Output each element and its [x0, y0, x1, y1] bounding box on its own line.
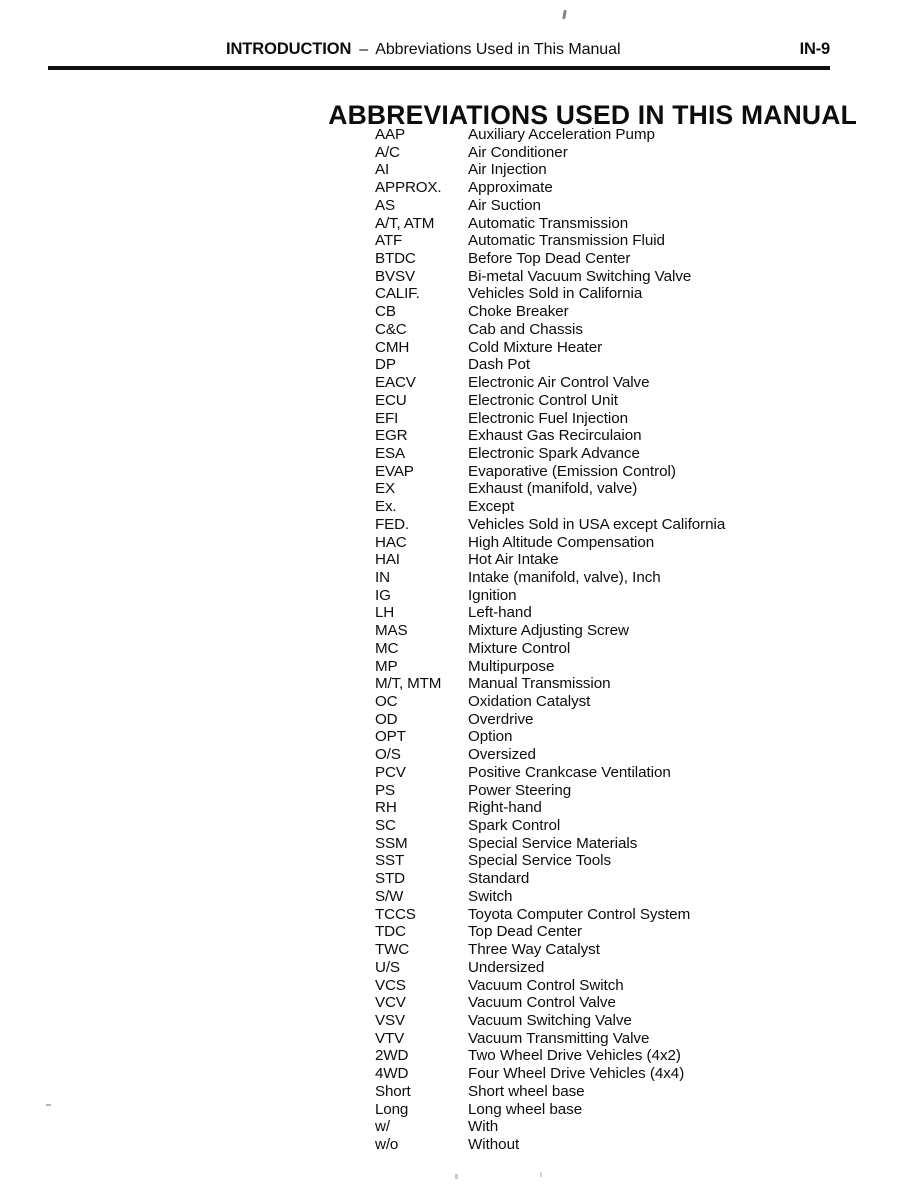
abbreviation-definition: Vehicles Sold in USA except California	[468, 515, 726, 533]
abbreviation-row	[375, 534, 875, 552]
abbreviation-term: AS	[375, 196, 395, 214]
abbreviation-definition: Standard	[468, 870, 530, 888]
abbreviation-definition: Exhaust Gas Recirculaion	[468, 427, 642, 445]
abbreviation-term: Long	[375, 1100, 409, 1118]
abbreviation-row	[375, 410, 875, 428]
abbreviation-term: TWC	[375, 941, 410, 959]
abbreviation-row	[375, 746, 875, 764]
abbreviation-row	[375, 1118, 875, 1136]
abbreviation-row	[375, 1012, 875, 1030]
abbreviation-term: APPROX.	[375, 179, 442, 197]
abbreviation-term: C&C	[375, 320, 407, 338]
abbreviation-term: BTDC	[375, 250, 416, 268]
abbreviation-row	[375, 480, 875, 498]
abbreviation-row	[375, 215, 875, 233]
abbreviation-row	[375, 498, 875, 516]
page-number: IN-9	[799, 40, 830, 58]
abbreviation-definition: With	[468, 1118, 499, 1136]
abbreviation-definition: Switch	[468, 887, 513, 905]
abbreviation-row	[375, 427, 875, 445]
header-separator: –	[359, 41, 369, 58]
abbreviation-term: AAP	[375, 126, 405, 143]
abbreviation-row	[375, 463, 875, 481]
abbreviation-term: EVAP	[375, 462, 414, 480]
abbreviation-row	[375, 959, 875, 977]
abbreviation-definition: Manual Transmission	[468, 675, 611, 693]
abbreviation-row	[375, 675, 875, 693]
abbreviation-definition: Cab and Chassis	[468, 320, 583, 338]
abbreviation-term: MAS	[375, 622, 408, 640]
abbreviation-definition: Bi-metal Vacuum Switching Valve	[468, 267, 692, 285]
abbreviation-row	[375, 392, 875, 410]
abbreviation-definition: Left-hand	[468, 604, 532, 622]
abbreviation-definition: Evaporative (Emission Control)	[468, 462, 676, 480]
abbreviation-row	[375, 268, 875, 286]
abbreviation-definition: Four Wheel Drive Vehicles (4x4)	[468, 1065, 685, 1083]
scan-artifact-speck	[540, 1172, 542, 1177]
abbreviation-row	[375, 604, 875, 622]
abbreviation-term: O/S	[375, 746, 401, 764]
abbreviation-definition: Automatic Transmission Fluid	[468, 232, 665, 250]
abbreviation-term: SSM	[375, 834, 408, 852]
abbreviation-definition: Top Dead Center	[468, 923, 583, 941]
abbreviation-row	[375, 161, 875, 179]
abbreviation-term: VCV	[375, 994, 406, 1012]
abbreviation-term: U/S	[375, 958, 400, 976]
scan-artifact-speck	[455, 1174, 458, 1179]
abbreviation-row	[375, 977, 875, 995]
abbreviation-term: VCS	[375, 976, 406, 994]
abbreviation-definition: Vehicles Sold in California	[468, 285, 643, 303]
abbreviation-term: RH	[375, 799, 397, 817]
abbreviation-term: OD	[375, 710, 398, 728]
abbreviation-term: S/W	[375, 887, 404, 905]
abbreviation-term: w/	[375, 1118, 390, 1136]
abbreviation-definition: Exhaust (manifold, valve)	[468, 480, 638, 498]
abbreviation-definition: Vacuum Switching Valve	[468, 1011, 632, 1029]
abbreviation-definition: Right-hand	[468, 799, 542, 817]
abbreviation-row	[375, 321, 875, 339]
abbreviation-definition: Air Suction	[468, 196, 541, 214]
abbreviation-term: OC	[375, 693, 398, 710]
abbreviation-term: IG	[375, 586, 391, 604]
abbreviation-row	[375, 569, 875, 587]
abbreviation-row	[375, 144, 875, 162]
abbreviation-definition: Electronic Air Control Valve	[468, 374, 650, 392]
abbreviation-definition: Two Wheel Drive Vehicles (4x2)	[468, 1047, 681, 1065]
abbreviation-definition: Multipurpose	[468, 657, 555, 675]
abbreviation-row	[375, 126, 875, 144]
abbreviation-term: TCCS	[375, 905, 416, 923]
abbreviation-row	[375, 888, 875, 906]
abbreviation-definition: Except	[468, 498, 515, 516]
abbreviation-definition: Toyota Computer Control System	[468, 905, 691, 923]
abbreviation-row	[375, 1065, 875, 1083]
abbreviation-row	[375, 764, 875, 782]
abbreviation-row	[375, 1083, 875, 1101]
header-section-name: INTRODUCTION	[226, 40, 352, 58]
abbreviation-term: Short	[375, 1082, 411, 1100]
abbreviation-term: ATF	[375, 232, 403, 250]
abbreviation-term: EFI	[375, 409, 399, 427]
abbreviation-row	[375, 640, 875, 658]
abbreviation-definition: Intake (manifold, valve), Inch	[468, 568, 661, 586]
header-rule	[48, 66, 830, 70]
abbreviation-term: PCV	[375, 763, 406, 781]
abbreviation-row	[375, 852, 875, 870]
abbreviation-term: M/T, MTM	[375, 675, 442, 693]
abbreviation-row	[375, 232, 875, 250]
abbreviation-definition: Before Top Dead Center	[468, 250, 631, 268]
abbreviation-definition: Spark Control	[468, 817, 561, 835]
abbreviation-row	[375, 799, 875, 817]
abbreviation-definition: Automatic Transmission	[468, 214, 629, 232]
abbreviation-definition: Vacuum Control Valve	[468, 994, 616, 1012]
abbreviation-row	[375, 1101, 875, 1119]
abbreviation-row	[375, 711, 875, 729]
abbreviation-row	[375, 835, 875, 853]
abbreviation-definition: Option	[468, 728, 513, 746]
abbreviation-row	[375, 197, 875, 215]
abbreviation-definition: Mixture Control	[468, 639, 571, 657]
abbreviation-row	[375, 179, 875, 197]
abbreviation-definition: Auxiliary Acceleration Pump	[468, 126, 655, 143]
abbreviation-definition: Positive Crankcase Ventilation	[468, 763, 671, 781]
abbreviation-definition: Dash Pot	[468, 356, 531, 374]
abbreviation-row	[375, 1030, 875, 1048]
abbreviation-term: MP	[375, 657, 398, 675]
abbreviation-row	[375, 870, 875, 888]
abbreviation-definition: Hot Air Intake	[468, 551, 559, 569]
running-header	[48, 40, 830, 62]
abbreviation-definition: Cold Mixture Heater	[468, 338, 603, 356]
abbreviation-row	[375, 250, 875, 268]
abbreviation-definition: Choke Breaker	[468, 303, 569, 321]
abbreviation-row	[375, 356, 875, 374]
abbreviation-row	[375, 1136, 875, 1154]
abbreviation-term: VSV	[375, 1011, 405, 1029]
abbreviation-term: w/o	[375, 1135, 399, 1153]
abbreviation-row	[375, 303, 875, 321]
abbreviation-row	[375, 693, 875, 711]
abbreviation-row	[375, 587, 875, 605]
abbreviation-term: ESA	[375, 444, 405, 462]
abbreviation-row	[375, 658, 875, 676]
abbreviation-term: CB	[375, 303, 396, 321]
abbreviation-term: A/C	[375, 143, 400, 161]
abbreviation-term: SST	[375, 852, 405, 870]
abbreviation-definition: Special Service Materials	[468, 834, 638, 852]
abbreviation-term: BVSV	[375, 267, 415, 285]
abbreviation-definition: Undersized	[468, 958, 545, 976]
abbreviation-definition: Electronic Fuel Injection	[468, 409, 628, 427]
abbreviation-row	[375, 994, 875, 1012]
abbreviation-definition: Oxidation Catalyst	[468, 693, 591, 710]
abbreviation-term: DP	[375, 356, 396, 374]
abbreviation-term: 4WD	[375, 1065, 409, 1083]
abbreviation-definition: Air Injection	[468, 161, 547, 179]
abbreviation-row	[375, 445, 875, 463]
abbreviation-term: AI	[375, 161, 390, 179]
abbreviation-term: EGR	[375, 427, 408, 445]
page-title: ABBREVIATIONS USED IN THIS MANUAL	[328, 99, 857, 130]
abbreviation-row	[375, 923, 875, 941]
abbreviation-definition: Electronic Control Unit	[468, 391, 618, 409]
abbreviation-row	[375, 1047, 875, 1065]
abbreviation-definition: Electronic Spark Advance	[468, 444, 640, 462]
abbreviation-term: SC	[375, 817, 396, 835]
abbreviation-term: 2WD	[375, 1047, 409, 1065]
abbreviation-row	[375, 516, 875, 534]
abbreviation-row	[375, 728, 875, 746]
abbreviation-term: IN	[375, 568, 390, 586]
abbreviation-definition: Oversized	[468, 746, 536, 764]
abbreviation-term: TDC	[375, 923, 406, 941]
abbreviation-term: HAC	[375, 533, 407, 551]
scan-artifact-speck	[562, 10, 567, 19]
running-header-left	[226, 40, 621, 59]
abbreviations-list	[375, 126, 875, 1154]
abbreviation-row	[375, 622, 875, 640]
abbreviation-definition: Overdrive	[468, 710, 534, 728]
abbreviation-definition: Three Way Catalyst	[468, 941, 600, 959]
abbreviation-row	[375, 551, 875, 569]
abbreviation-definition: Power Steering	[468, 781, 572, 799]
abbreviation-definition: Special Service Tools	[468, 852, 612, 870]
abbreviation-row	[375, 941, 875, 959]
abbreviation-definition: Vacuum Control Switch	[468, 976, 624, 994]
abbreviation-term: STD	[375, 870, 405, 888]
abbreviation-term: LH	[375, 604, 395, 622]
abbreviation-term: CALIF.	[375, 285, 420, 303]
abbreviation-definition: Short wheel base	[468, 1082, 585, 1100]
abbreviation-definition: Long wheel base	[468, 1100, 583, 1118]
abbreviation-row	[375, 906, 875, 924]
abbreviation-term: FED.	[375, 515, 409, 533]
abbreviation-definition: High Altitude Compensation	[468, 533, 655, 551]
abbreviation-term: HAI	[375, 551, 400, 569]
abbreviation-row	[375, 782, 875, 800]
abbreviation-definition: Without	[468, 1135, 520, 1153]
scan-artifact-speck	[46, 1104, 51, 1106]
abbreviation-term: EACV	[375, 374, 416, 392]
abbreviation-definition: Vacuum Transmitting Valve	[468, 1029, 650, 1047]
abbreviation-definition: Air Conditioner	[468, 143, 568, 161]
abbreviation-definition: Mixture Adjusting Screw	[468, 622, 629, 640]
abbreviation-row	[375, 374, 875, 392]
abbreviation-term: MC	[375, 639, 399, 657]
abbreviation-definition: Approximate	[468, 179, 553, 197]
abbreviation-term: A/T, ATM	[375, 214, 435, 232]
abbreviation-row	[375, 339, 875, 357]
abbreviation-term: VTV	[375, 1029, 405, 1047]
abbreviation-term: OPT	[375, 728, 406, 746]
abbreviation-definition: Ignition	[468, 586, 517, 604]
abbreviation-row	[375, 285, 875, 303]
header-chapter-title: Abbreviations Used in This Manual	[375, 41, 621, 58]
abbreviation-term: CMH	[375, 338, 410, 356]
abbreviation-term: EX	[375, 480, 395, 498]
abbreviation-term: ECU	[375, 391, 407, 409]
abbreviation-row	[375, 817, 875, 835]
abbreviation-term: Ex.	[375, 498, 397, 516]
abbreviation-term: PS	[375, 781, 395, 799]
